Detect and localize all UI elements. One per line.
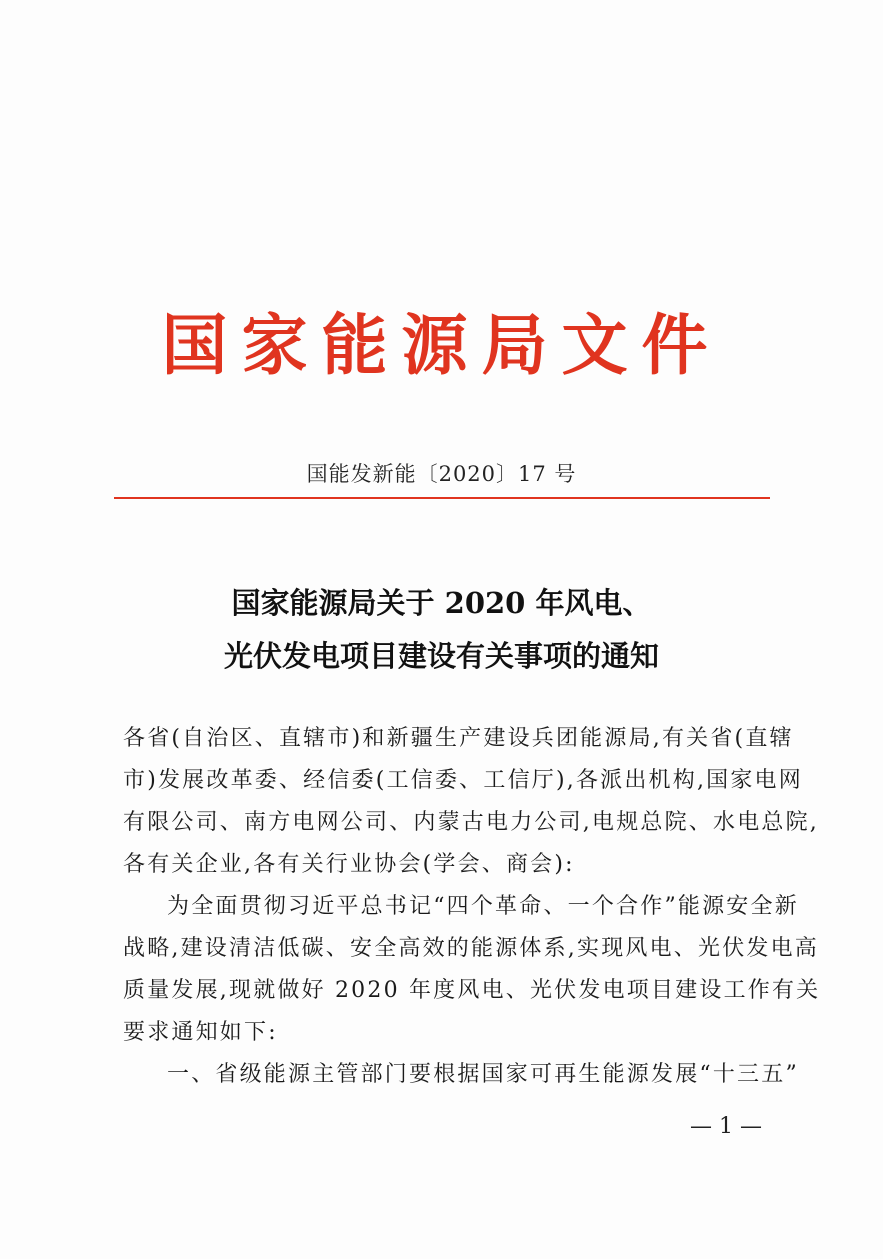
paragraph-line: 为全面贯彻习近平总书记“四个革命、一个合作”能源安全新: [167, 894, 799, 919]
issuing-authority-title: 国家能源局文件: [161, 306, 722, 384]
addressee-line: 市)发展改革委、经信委(工信委、工信厅),各派出机构,国家电网: [123, 768, 803, 793]
body-paragraph-1: [123, 886, 821, 1054]
body-paragraph-2: [123, 1054, 799, 1096]
paragraph-line: 战略,建设清洁低碳、安全高效的能源体系,实现风电、光伏发电高: [123, 936, 819, 961]
addressee-line: 有限公司、南方电网公司、内蒙古电力公司,电规总院、水电总院,: [123, 810, 819, 835]
notice-title: [0, 577, 883, 683]
paragraph-line: 要求通知如下:: [123, 1020, 278, 1045]
page-number: — 1 —: [690, 1114, 762, 1139]
document-number: 国能发新能〔2020〕17 号: [306, 462, 577, 486]
paragraph-line: 一、省级能源主管部门要根据国家可再生能源发展“十三五”: [167, 1062, 799, 1087]
red-divider-line: [114, 497, 770, 499]
notice-title-line-2: 光伏发电项目建设有关事项的通知: [223, 639, 659, 673]
notice-title-line-1: 国家能源局关于 2020 年风电、: [231, 586, 652, 620]
addressee-line: 各省(自治区、直辖市)和新疆生产建设兵团能源局,有关省(直辖: [123, 726, 794, 751]
addressee-block: [123, 718, 819, 886]
addressee-line: 各有关企业,各有关行业协会(学会、商会):: [123, 852, 575, 877]
paragraph-line: 质量发展,现就做好 2020 年度风电、光伏发电项目建设工作有关: [123, 978, 821, 1003]
